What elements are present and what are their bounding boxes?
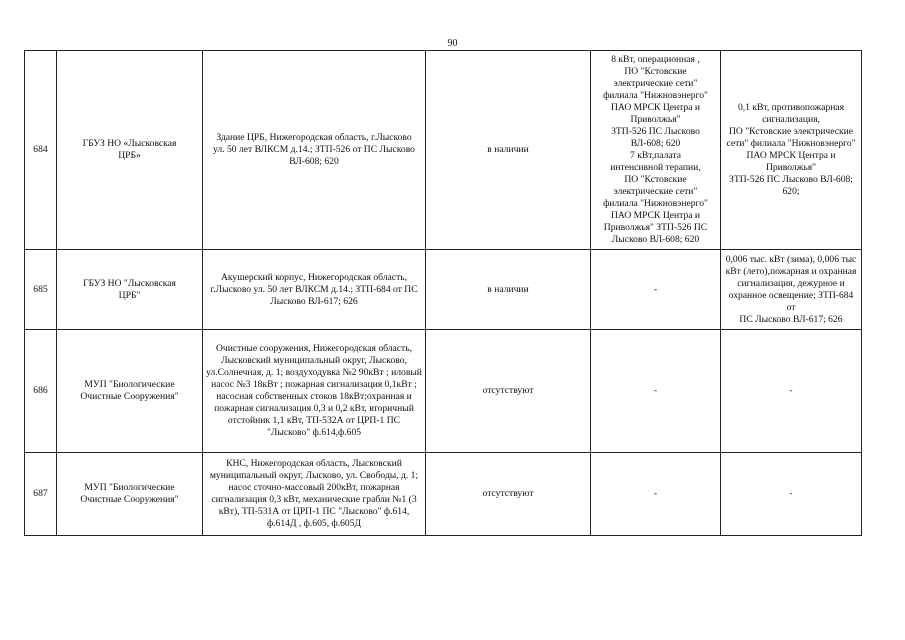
object-cell: Акушерский корпус, Нижегородская область, г.Лысково ул. 50 лет ВЛКСМ д.14.; ЗТП-684 от ПС Лысково ВЛ-617; 626 (203, 250, 426, 330)
availability-cell: в наличии (426, 250, 591, 330)
organization-cell: ГБУЗ НО «Лысковская ЦРБ» (57, 51, 203, 250)
organization-cell: ГБУЗ НО "Лысковская ЦРБ" (57, 250, 203, 330)
row-number: 685 (25, 250, 57, 330)
capacity-cell: - (591, 250, 721, 330)
row-number: 684 (25, 51, 57, 250)
facilities-table (24, 50, 862, 536)
row-number: 686 (25, 330, 57, 453)
availability-cell: отсутствуют (426, 330, 591, 453)
capacity-cell: 8 кВт, операционная , ПО "Кстовские электрические сети" филиала "Нижновэнерго" ПАО МРСК Центра и Приволжья" ЗТП-526 ПС Лысково ВЛ-608; 620 7 кВт,палата интенсивной терапии, ПО "Кстовские электрические сети" филиала "Нижновэнерго" ПАО МРСК Центра и Приволжья" ЗТП-526 ПС Лысково ВЛ-608; 620 (591, 51, 721, 250)
object-cell: Здание ЦРБ, Нижегородская область, г.Лысково ул. 50 лет ВЛКСМ д.14.; ЗТП-526 от ПС Лысково ВЛ-608; 620 (203, 51, 426, 250)
organization-cell: МУП "Биологические Очистные Сооружения" (57, 453, 203, 536)
page-number: 90 (447, 38, 458, 49)
capacity-cell-secondary: 0,006 тыс. кВт (зима), 0,006 тыс кВт (лето),пожарная и охранная сигнализация, дежурное и охранное освещение; ЗТП-684 от ПС Лысково ВЛ-617; 626 (721, 250, 862, 330)
availability-cell: в наличии (426, 51, 591, 250)
capacity-cell: - (591, 330, 721, 453)
availability-cell: отсутствуют (426, 453, 591, 536)
table-row (25, 250, 862, 330)
capacity-cell-secondary: - (721, 330, 862, 453)
capacity-cell: - (591, 453, 721, 536)
capacity-cell-secondary: 0,1 кВт, противопожарная сигнализация, ПО "Кстовские электрические сети" филиала "Нижновэнерго" ПАО МРСК Центра и Приволжья" ЗТП-526 ПС Лысково ВЛ-608; 620; (721, 51, 862, 250)
object-cell: Очистные сооружения, Нижегородская область, Лысковский муниципальный округ, Лысково, ул.Солнечная, д. 1; воздуходувка №2 90кВт ; иловый насос №3 18кВт ; пожарная сигнализация 0,1кВт ; насосная собственных стоков 18кВт;охранная и пожарная сигнализация 0,3 и 0,2 кВт, вторичный отстойник 1,1 кВт, ТП-532А от ЦРП-1 ПС "Лысково" ф.614,ф.605 (203, 330, 426, 453)
table-row (25, 453, 862, 536)
row-number: 687 (25, 453, 57, 536)
table-row (25, 51, 862, 250)
capacity-cell-secondary: - (721, 453, 862, 536)
table-row (25, 330, 862, 453)
organization-cell: МУП "Биологические Очистные Сооружения" (57, 330, 203, 453)
object-cell: КНС, Нижегородская область, Лысковский муниципальный округ, Лысково, ул. Свободы, д. 1; насос сточно-массовый 200кВт, пожарная сигнализация 0,3 кВт, механические грабли №1 (3 кВт), ТП-531А от ЦРП-1 ПС "Лысково" ф.614, ф.614Д , ф.605, ф.605Д (203, 453, 426, 536)
